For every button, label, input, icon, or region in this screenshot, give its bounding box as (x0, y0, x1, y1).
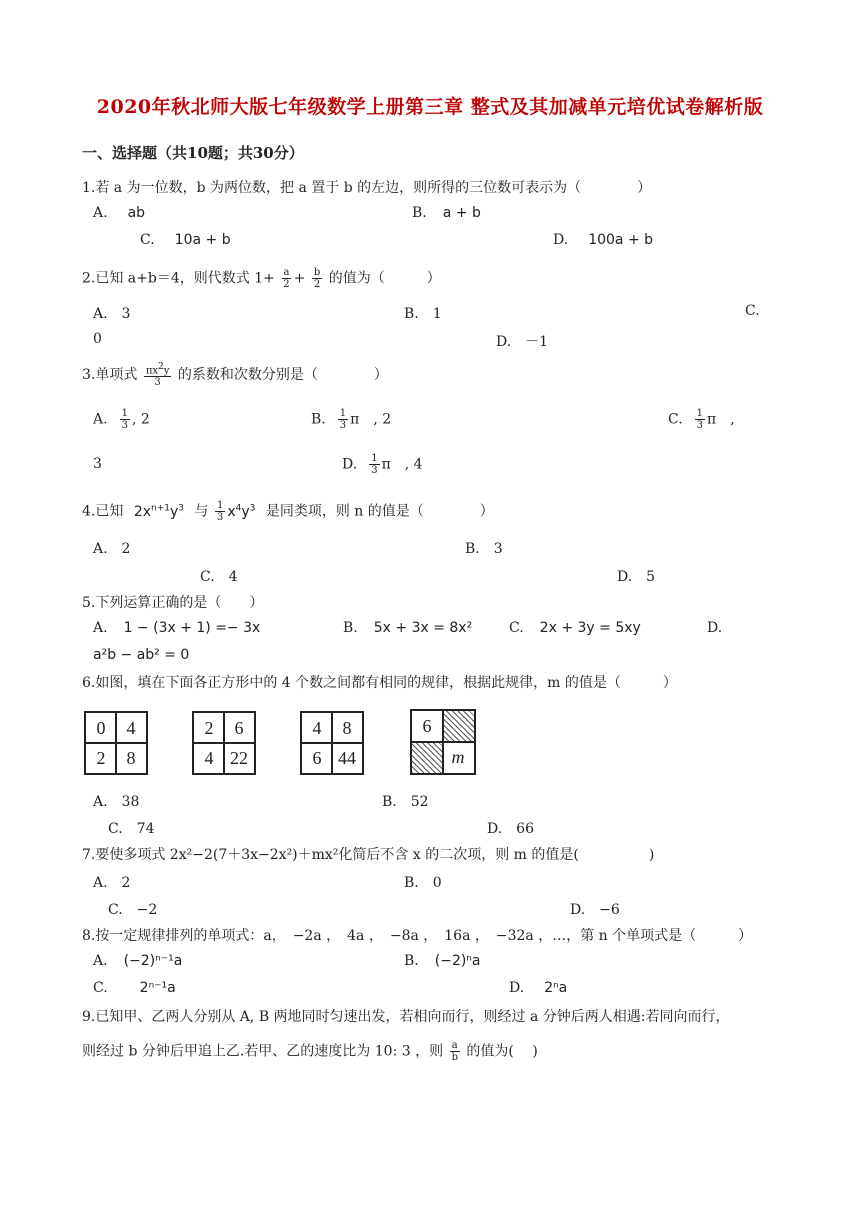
grid-cell: 4 (126, 717, 136, 738)
q3-option-a[interactable]: A. $\frac{1}{3}$ , 2 (93, 408, 150, 431)
grid-cell: 6 (422, 715, 432, 736)
q2-option-d[interactable]: D. －1 (496, 334, 549, 350)
grid-cell-m: m (451, 746, 465, 767)
grid-cell: 6 (234, 717, 244, 738)
grid-cell: 44 (338, 747, 356, 768)
q1-option-b[interactable]: B. a + b (412, 205, 481, 221)
question-4-stem: 4.已知 $2x^{n+1}y^3$ 与 $\frac{1}{3}$ $x^4y^3$ 是同类项，则 n 的值是（ ） (82, 500, 494, 523)
q8-option-d[interactable]: D. 2ⁿa (509, 980, 568, 996)
q4-option-d[interactable]: D. 5 (617, 569, 656, 585)
q6-option-a[interactable]: A. 38 (93, 794, 140, 810)
q8-option-a[interactable]: A. (−2)ⁿ⁻¹a (93, 953, 183, 969)
q6-option-b[interactable]: B. 52 (382, 794, 429, 810)
question-9-line-2: 则经过 b 分钟后甲追上乙.若甲、乙的速度比为 10: 3 ，则 $\frac{a}{b}$ 的值为( ) (82, 1040, 538, 1063)
q7-option-c[interactable]: C. −2 (108, 902, 158, 918)
question-3-stem: 3.单项式 $\frac{\pi x^2y}{3}$ 的系数和次数分别是（ ） (82, 362, 388, 389)
q1-option-d[interactable]: D. 100a + b (553, 232, 654, 248)
q5-option-a[interactable]: A. 1 − (3x + 1) =− 3x (93, 620, 261, 636)
q5-option-d-value: a²b − ab² = 0 (93, 647, 190, 663)
q2-option-a[interactable]: A. 3 (93, 306, 131, 322)
grid-cell: 4 (312, 717, 322, 738)
q4-option-b[interactable]: B. 3 (465, 541, 503, 557)
q1-option-a[interactable]: A. ab (93, 205, 146, 221)
grid-cell: 2 (204, 717, 214, 738)
figure-square-1 (84, 711, 148, 775)
q4-option-a[interactable]: A. 2 (93, 541, 131, 557)
page-title: 2020年秋北师大版七年级数学上册第三章 整式及其加减单元培优试卷解析版 (96, 96, 764, 118)
question-5-stem: 5.下列运算正确的是（ ） (82, 595, 264, 611)
q6-option-c[interactable]: C. 74 (108, 821, 155, 837)
grid-cell: 0 (96, 717, 106, 738)
q3-option-b[interactable]: B. $\frac{1}{3}$ π , 2 (311, 408, 392, 431)
figure-square-4 (410, 709, 476, 775)
question-9-line-1: 9.已知甲、乙两人分别从 A, B 两地同时匀速出发，若相向而行，则经过 a 分钟后两人相遇:若同向而行， (82, 1009, 730, 1025)
q7-option-b[interactable]: B. 0 (404, 875, 442, 891)
q8-option-c[interactable]: C. 2ⁿ⁻¹a (93, 980, 176, 996)
q5-option-d[interactable]: D. (707, 620, 723, 636)
q3-option-c[interactable]: C. $\frac{1}{3}$ π , (668, 408, 735, 431)
grid-cell: 4 (204, 747, 214, 768)
hatched-cell (443, 711, 474, 742)
figure-square-2 (192, 711, 256, 775)
q8-option-b[interactable]: B. (−2)ⁿa (404, 953, 481, 969)
q3-option-c-value: 3 (93, 456, 102, 472)
q6-option-d[interactable]: D. 66 (487, 821, 534, 837)
grid-cell: 22 (230, 747, 248, 768)
q2-option-c[interactable]: C. (745, 303, 760, 319)
figure-square-3 (300, 711, 364, 775)
q4-option-c[interactable]: C. 4 (200, 569, 238, 585)
section-heading: 一、选择题（共10题；共30分） (82, 144, 304, 162)
q3-option-d[interactable]: D. $\frac{1}{3}$ π , 4 (342, 453, 423, 476)
grid-cell: 8 (126, 747, 136, 768)
q5-option-c[interactable]: C. 2x + 3y = 5xy (509, 620, 641, 636)
grid-cell: 2 (96, 747, 106, 768)
grid-cell: 6 (312, 747, 322, 768)
question-7-stem: 7.要使多项式 2x²−2(7＋3x−2x²)＋mx²化简后不含 x 的二次项，则 m 的值是( ) (82, 847, 655, 863)
hatched-cell (412, 742, 443, 773)
q2-option-c-value: 0 (93, 331, 102, 347)
q7-option-a[interactable]: A. 2 (93, 875, 131, 891)
question-8-stem: 8.按一定规律排列的单项式：a， −2a ， 4a ， −8a ， 16a ， −32a ，…，第 n 个单项式是（ ） (82, 928, 753, 944)
q2-option-b[interactable]: B. 1 (404, 306, 442, 322)
question-1-stem: 1.若 a 为一位数，b 为两位数，把 a 置于 b 的左边，则所得的三位数可表示为（ ） (82, 180, 652, 196)
question-2-stem: 2.已知 a+b＝4，则代数式 1+ $\frac{a}{2}$ + $\frac{b}{2}$ 的值为（ ） (82, 267, 441, 290)
grid-cell: 8 (342, 717, 352, 738)
q1-option-c[interactable]: C. 10a + b (140, 232, 231, 248)
q5-option-b[interactable]: B. 5x + 3x = 8x² (343, 620, 473, 636)
q7-option-d[interactable]: D. −6 (570, 902, 620, 918)
question-6-stem: 6.如图，填在下面各正方形中的 4 个数之间都有相同的规律，根据此规律，m 的值是（ ） (82, 675, 677, 691)
